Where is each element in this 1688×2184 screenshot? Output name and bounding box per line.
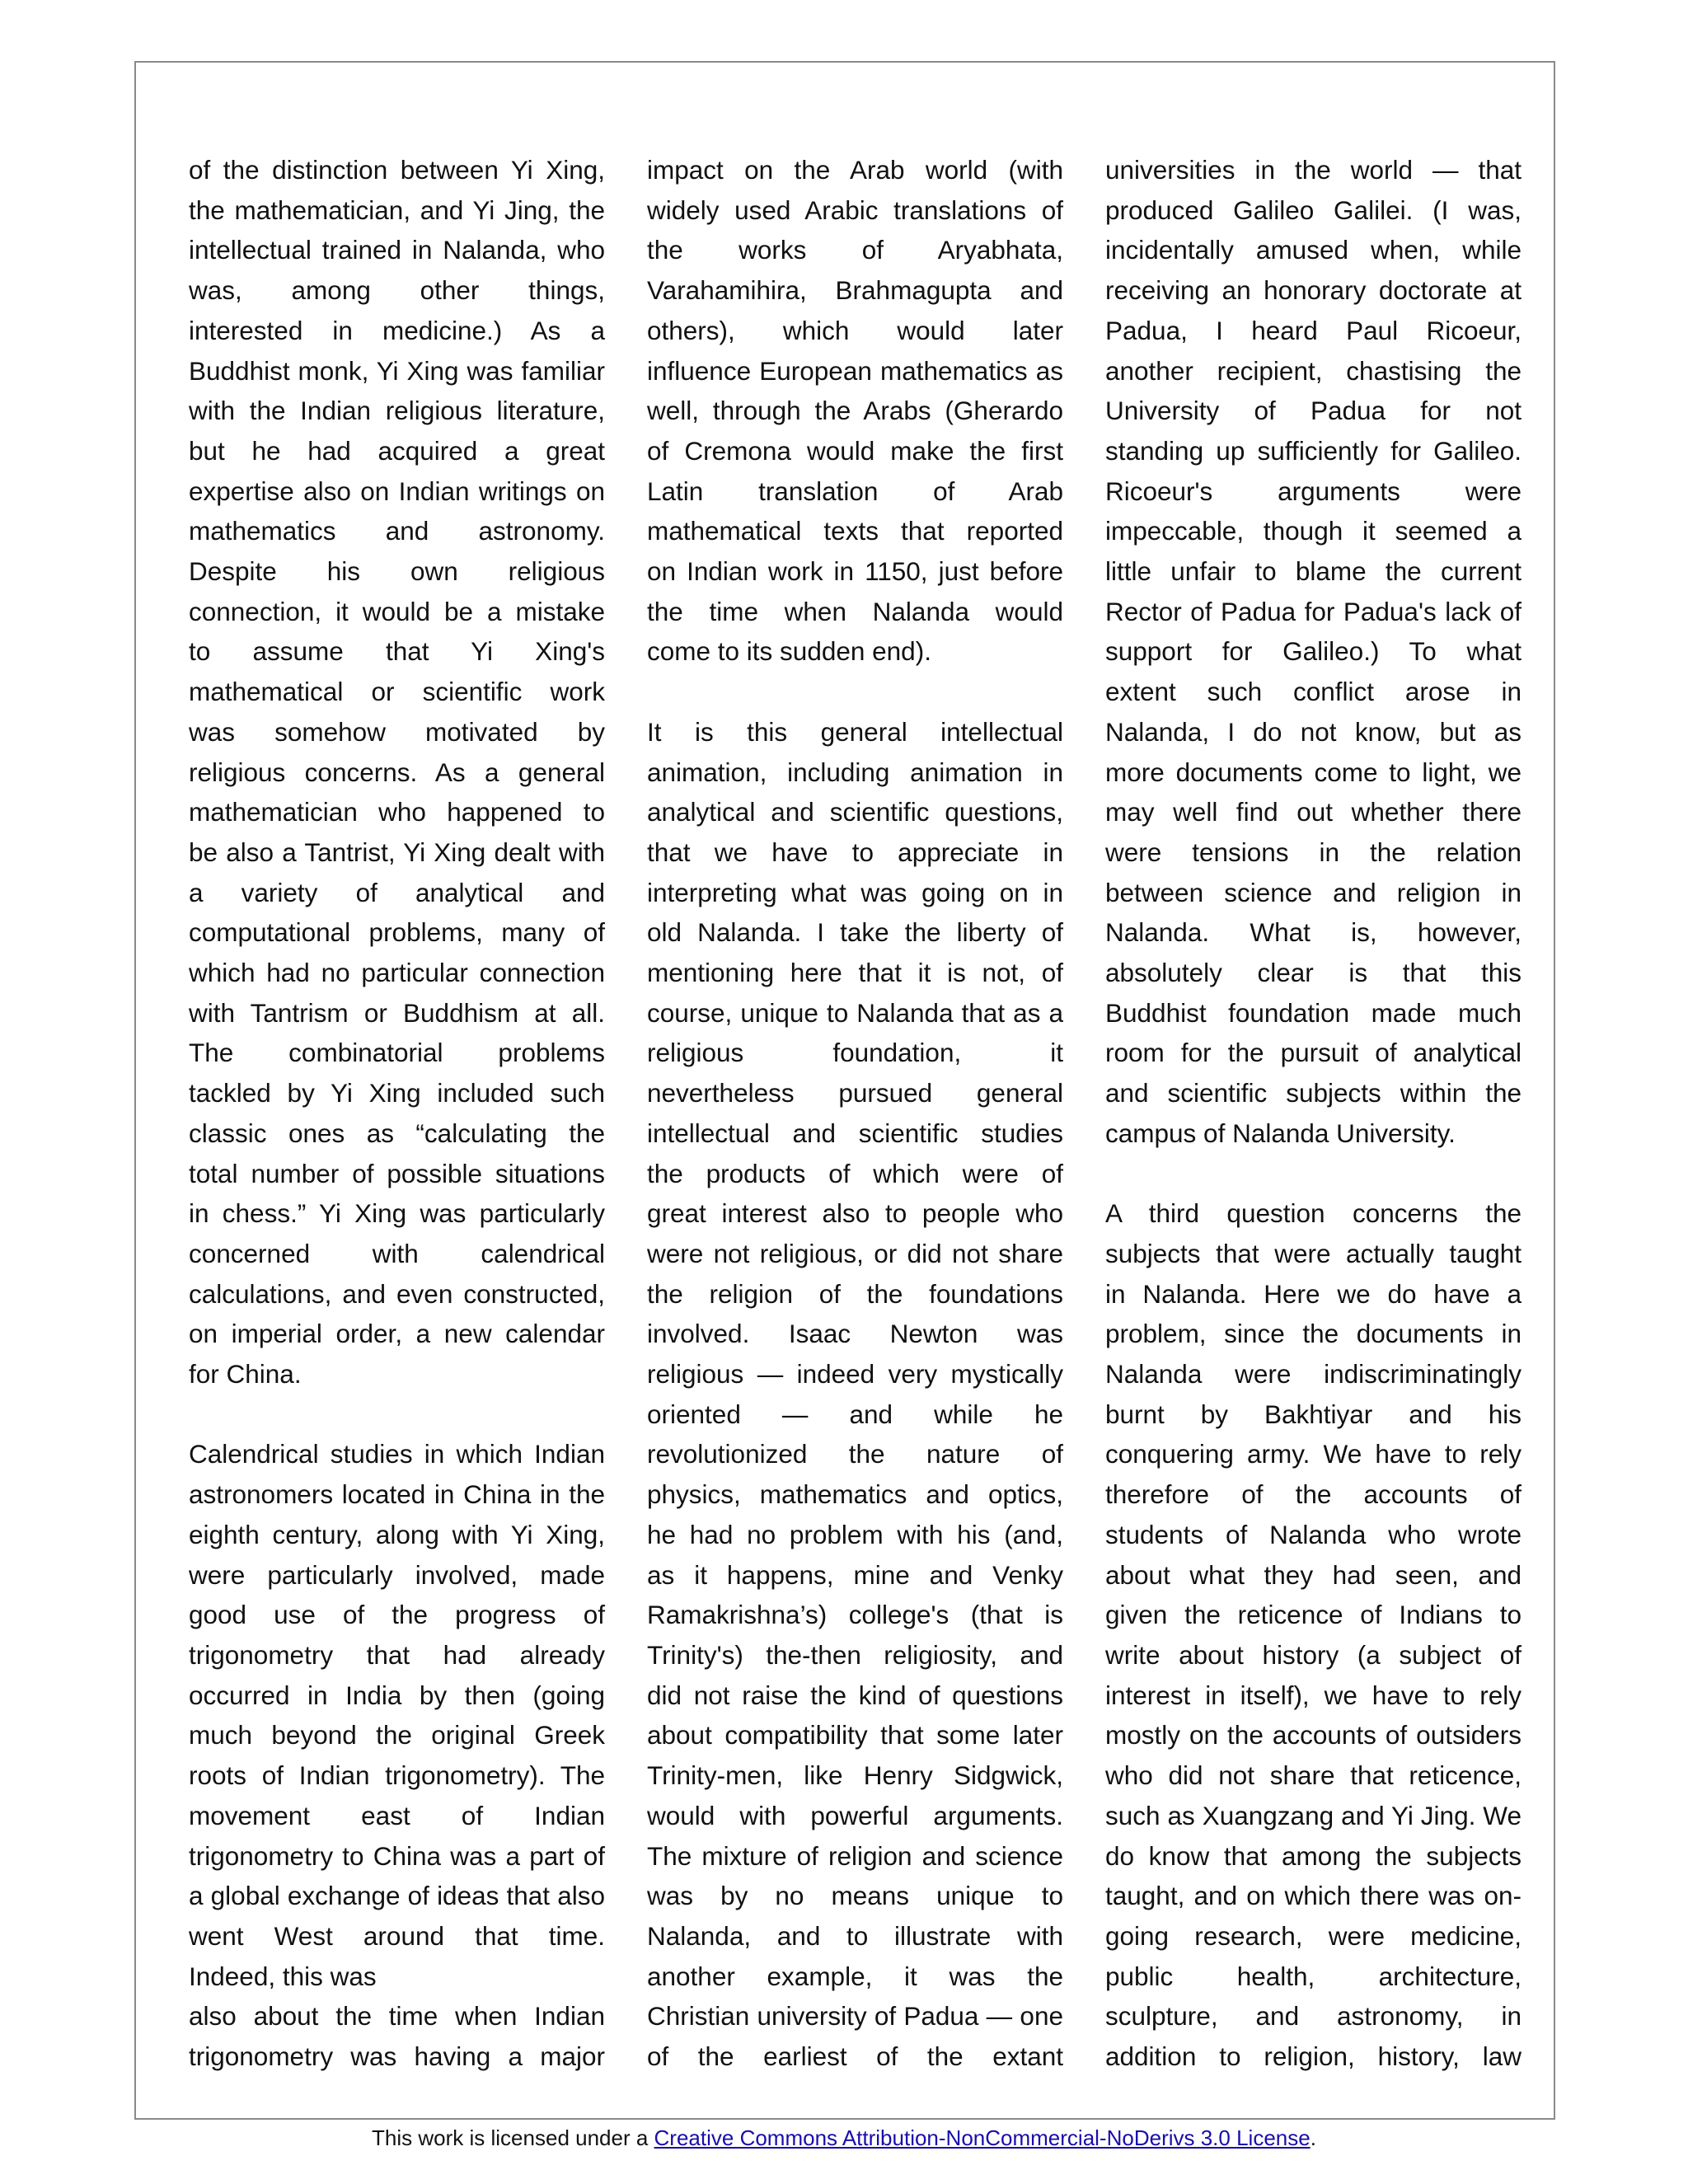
- text-line: Nalanda were indiscriminatingly: [1105, 1359, 1522, 1390]
- text-line: addition to religion, history, law: [1105, 2041, 1522, 2072]
- text-line: religious — indeed very mystically: [647, 1359, 1063, 1390]
- text-line: such as Xuangzang and Yi Jing. We: [1105, 1800, 1522, 1830]
- text-line: impact on the Arab world (with: [647, 155, 1063, 185]
- text-line: produced Galileo Galilei. (I was,: [1105, 194, 1522, 225]
- text-line: Nalanda, and to illustrate with: [647, 1920, 1063, 1951]
- text-line: extent such conflict arose in: [1105, 677, 1522, 707]
- text-line: about compatibility that some later: [647, 1720, 1063, 1750]
- text-line: he had no problem with his (and,: [647, 1519, 1063, 1549]
- text-line: with the Indian religious literature,: [189, 396, 605, 426]
- text-line: with Tantrism or Buddhism at all.: [189, 997, 605, 1028]
- license-footer: [0, 2124, 1688, 2152]
- text-line: burnt by Bakhtiyar and his: [1105, 1399, 1522, 1429]
- text-line: religious concerns. As a general: [189, 757, 605, 787]
- text-line: of Cremona would make the first: [647, 435, 1063, 466]
- text-line: intellectual trained in Nalanda, who: [189, 235, 605, 265]
- text-line: calculations, and even constructed,: [189, 1278, 605, 1309]
- text-line: mathematician who happened to: [189, 797, 605, 827]
- text-line: Varahamihira, Brahmagupta and: [647, 275, 1063, 306]
- text-line: eighth century, along with Yi Xing,: [189, 1519, 605, 1549]
- text-line: were not religious, or did not share: [647, 1238, 1063, 1268]
- text-line: mathematics and astronomy.: [189, 516, 605, 546]
- text-line: old Nalanda. I take the liberty of: [647, 917, 1063, 948]
- paragraph: [1105, 150, 1522, 1154]
- text-line: incidentally amused when, while: [1105, 235, 1522, 265]
- text-line: astronomers located in China in the: [189, 1479, 605, 1510]
- text-line: Calendrical studies in which Indian: [189, 1439, 605, 1469]
- text-line: standing up sufficiently for Galileo.: [1105, 435, 1522, 466]
- text-line: mathematical or scientific work: [189, 677, 605, 707]
- text-line: University of Padua for not: [1105, 396, 1522, 426]
- text-line: a global exchange of ideas that also: [189, 1881, 605, 1911]
- text-line: trigonometry to China was a part of: [189, 1840, 605, 1871]
- text-line: It is this general intellectual: [647, 716, 1063, 747]
- paragraph: [647, 150, 1063, 672]
- paragraph: [1105, 1193, 1522, 2076]
- paragraph: [189, 1434, 605, 1996]
- text-line: given the reticence of Indians to: [1105, 1600, 1522, 1630]
- text-line: interest in itself), we have to rely: [1105, 1680, 1522, 1710]
- text-line: public health, architecture,: [1105, 1961, 1522, 1991]
- text-line: for China.: [189, 1359, 302, 1390]
- text-line: another recipient, chastising the: [1105, 355, 1522, 386]
- text-line: would with powerful arguments.: [647, 1800, 1063, 1830]
- text-line: receiving an honorary doctorate at: [1105, 275, 1522, 306]
- text-line: the mathematician, and Yi Jing, the: [189, 194, 605, 225]
- text-line: in Nalanda. Here we do have a: [1105, 1278, 1522, 1309]
- text-line: sculpture, and astronomy, in: [1105, 2001, 1522, 2032]
- text-line: course, unique to Nalanda that as a: [647, 997, 1063, 1028]
- text-line: that we have to appreciate in: [647, 837, 1063, 867]
- text-line: trigonometry that had already: [189, 1640, 605, 1670]
- text-column-1: [189, 150, 605, 2116]
- text-column-3: [1105, 150, 1522, 2116]
- text-line: good use of the progress of: [189, 1600, 605, 1630]
- text-line: connection, it would be a mistake: [189, 596, 605, 626]
- text-line: little unfair to blame the current: [1105, 556, 1522, 587]
- text-line: tackled by Yi Xing included such: [189, 1078, 605, 1108]
- text-line: concerned with calendrical: [189, 1238, 605, 1268]
- text-line: Trinity's) the-then religiosity, and: [647, 1640, 1063, 1670]
- text-line: were particularly involved, made: [189, 1559, 605, 1590]
- text-line: others), which would later: [647, 315, 1063, 345]
- paragraph: [189, 1996, 605, 2076]
- text-line: to assume that Yi Xing's: [189, 636, 605, 667]
- text-line: as it happens, mine and Venky: [647, 1559, 1063, 1590]
- text-line: subjects that were actually taught: [1105, 1238, 1522, 1268]
- text-line: The combinatorial problems: [189, 1038, 605, 1068]
- text-line: support for Galileo.) To what: [1105, 636, 1522, 667]
- license-prefix: This work is licensed under a: [372, 2125, 654, 2150]
- text-line: Rector of Padua for Padua's lack of: [1105, 596, 1522, 626]
- text-line: but he had acquired a great: [189, 435, 605, 466]
- text-line: another example, it was the: [647, 1961, 1063, 1991]
- text-line: was, among other things,: [189, 275, 605, 306]
- text-line: Buddhist foundation made much: [1105, 997, 1522, 1028]
- text-line: Despite his own religious: [189, 556, 605, 587]
- text-line: absolutely clear is that this: [1105, 958, 1522, 988]
- text-line: widely used Arabic translations of: [647, 194, 1063, 225]
- text-line: well, through the Arabs (Gherardo: [647, 396, 1063, 426]
- text-line: trigonometry was having a major: [189, 2041, 605, 2072]
- text-line: do know that among the subjects: [1105, 1840, 1522, 1871]
- text-line: total number of possible situations: [189, 1158, 605, 1188]
- text-line: Indeed, this was: [189, 1961, 377, 1991]
- text-line: physics, mathematics and optics,: [647, 1479, 1063, 1510]
- text-line: the time when Nalanda would: [647, 596, 1063, 626]
- text-line: Nalanda. What is, however,: [1105, 917, 1522, 948]
- text-line: mostly on the accounts of outsiders: [1105, 1720, 1522, 1750]
- text-line: movement east of Indian: [189, 1800, 605, 1830]
- text-line: also about the time when Indian: [189, 2001, 605, 2032]
- text-line: going research, were medicine,: [1105, 1920, 1522, 1951]
- text-line: a variety of analytical and: [189, 877, 605, 907]
- text-line: animation, including animation in: [647, 757, 1063, 787]
- text-line: great interest also to people who: [647, 1198, 1063, 1229]
- paragraph: [647, 712, 1063, 2077]
- text-line: problem, since the documents in: [1105, 1319, 1522, 1349]
- text-line: interested in medicine.) As a: [189, 315, 605, 345]
- text-line: on imperial order, a new calendar: [189, 1319, 605, 1349]
- text-line: the works of Aryabhata,: [647, 235, 1063, 265]
- text-line: religious foundation, it: [647, 1038, 1063, 1068]
- text-line: A third question concerns the: [1105, 1198, 1522, 1229]
- text-line: involved. Isaac Newton was: [647, 1319, 1063, 1349]
- text-line: room for the pursuit of analytical: [1105, 1038, 1522, 1068]
- text-line: of the distinction between Yi Xing,: [189, 155, 605, 185]
- text-line: which had no particular connection: [189, 958, 605, 988]
- text-line: oriented — and while he: [647, 1399, 1063, 1429]
- text-line: Christian university of Padua — one: [647, 2001, 1063, 2032]
- text-line: nevertheless pursued general: [647, 1078, 1063, 1108]
- text-line: was by no means unique to: [647, 1881, 1063, 1911]
- text-line: campus of Nalanda University.: [1105, 1118, 1456, 1148]
- text-line: roots of Indian trigonometry). The: [189, 1760, 605, 1791]
- text-line: were tensions in the relation: [1105, 837, 1522, 867]
- text-column-2: [647, 150, 1063, 2116]
- text-line: interpreting what was going on in: [647, 877, 1063, 907]
- text-line: may well find out whether there: [1105, 797, 1522, 827]
- text-line: students of Nalanda who wrote: [1105, 1519, 1522, 1549]
- text-line: went West around that time.: [189, 1920, 605, 1951]
- text-line: Buddhist monk, Yi Xing was familiar: [189, 355, 605, 386]
- text-line: mentioning here that it is not, of: [647, 958, 1063, 988]
- text-line: in chess.” Yi Xing was particularly: [189, 1198, 605, 1229]
- text-line: occurred in India by then (going: [189, 1680, 605, 1710]
- text-line: Latin translation of Arab: [647, 476, 1063, 506]
- license-suffix: .: [1310, 2125, 1316, 2150]
- text-line: and scientific subjects within the: [1105, 1078, 1522, 1108]
- paragraph: [189, 150, 605, 1394]
- text-line: did not raise the kind of questions: [647, 1680, 1063, 1710]
- text-line: be also a Tantrist, Yi Xing dealt with: [189, 837, 605, 867]
- text-line: influence European mathematics as: [647, 355, 1063, 386]
- text-line: therefore of the accounts of: [1105, 1479, 1522, 1510]
- text-line: impeccable, though it seemed a: [1105, 516, 1522, 546]
- text-line: write about history (a subject of: [1105, 1640, 1522, 1670]
- text-line: between science and religion in: [1105, 877, 1522, 907]
- license-link[interactable]: Creative Commons Attribution-NonCommercial-NoDerivs 3.0 License: [654, 2125, 1311, 2150]
- text-line: analytical and scientific questions,: [647, 797, 1063, 827]
- text-line: Ramakrishna’s) college's (that is: [647, 1600, 1063, 1630]
- text-line: Nalanda, I do not know, but as: [1105, 716, 1522, 747]
- text-line: computational problems, many of: [189, 917, 605, 948]
- text-line: much beyond the original Greek: [189, 1720, 605, 1750]
- text-line: Padua, I heard Paul Ricoeur,: [1105, 315, 1522, 345]
- text-line: about what they had seen, and: [1105, 1559, 1522, 1590]
- text-line: of the earliest of the extant: [647, 2041, 1063, 2072]
- text-line: intellectual and scientific studies: [647, 1118, 1063, 1148]
- text-line: expertise also on Indian writings on: [189, 476, 605, 506]
- text-line: The mixture of religion and science: [647, 1840, 1063, 1871]
- text-line: the products of which were of: [647, 1158, 1063, 1188]
- text-line: who did not share that reticence,: [1105, 1760, 1522, 1791]
- text-line: taught, and on which there was on-: [1105, 1881, 1522, 1911]
- text-line: conquering army. We have to rely: [1105, 1439, 1522, 1469]
- text-line: was somehow motivated by: [189, 716, 605, 747]
- text-line: come to its sudden end).: [647, 636, 931, 667]
- text-line: revolutionized the nature of: [647, 1439, 1063, 1469]
- text-line: mathematical texts that reported: [647, 516, 1063, 546]
- text-line: more documents come to light, we: [1105, 757, 1522, 787]
- text-line: Ricoeur's arguments were: [1105, 476, 1522, 506]
- text-line: the religion of the foundations: [647, 1278, 1063, 1309]
- text-line: classic ones as “calculating the: [189, 1118, 605, 1148]
- text-line: universities in the world — that: [1105, 155, 1522, 185]
- text-line: Trinity-men, like Henry Sidgwick,: [647, 1760, 1063, 1791]
- text-line: on Indian work in 1150, just before: [647, 556, 1063, 587]
